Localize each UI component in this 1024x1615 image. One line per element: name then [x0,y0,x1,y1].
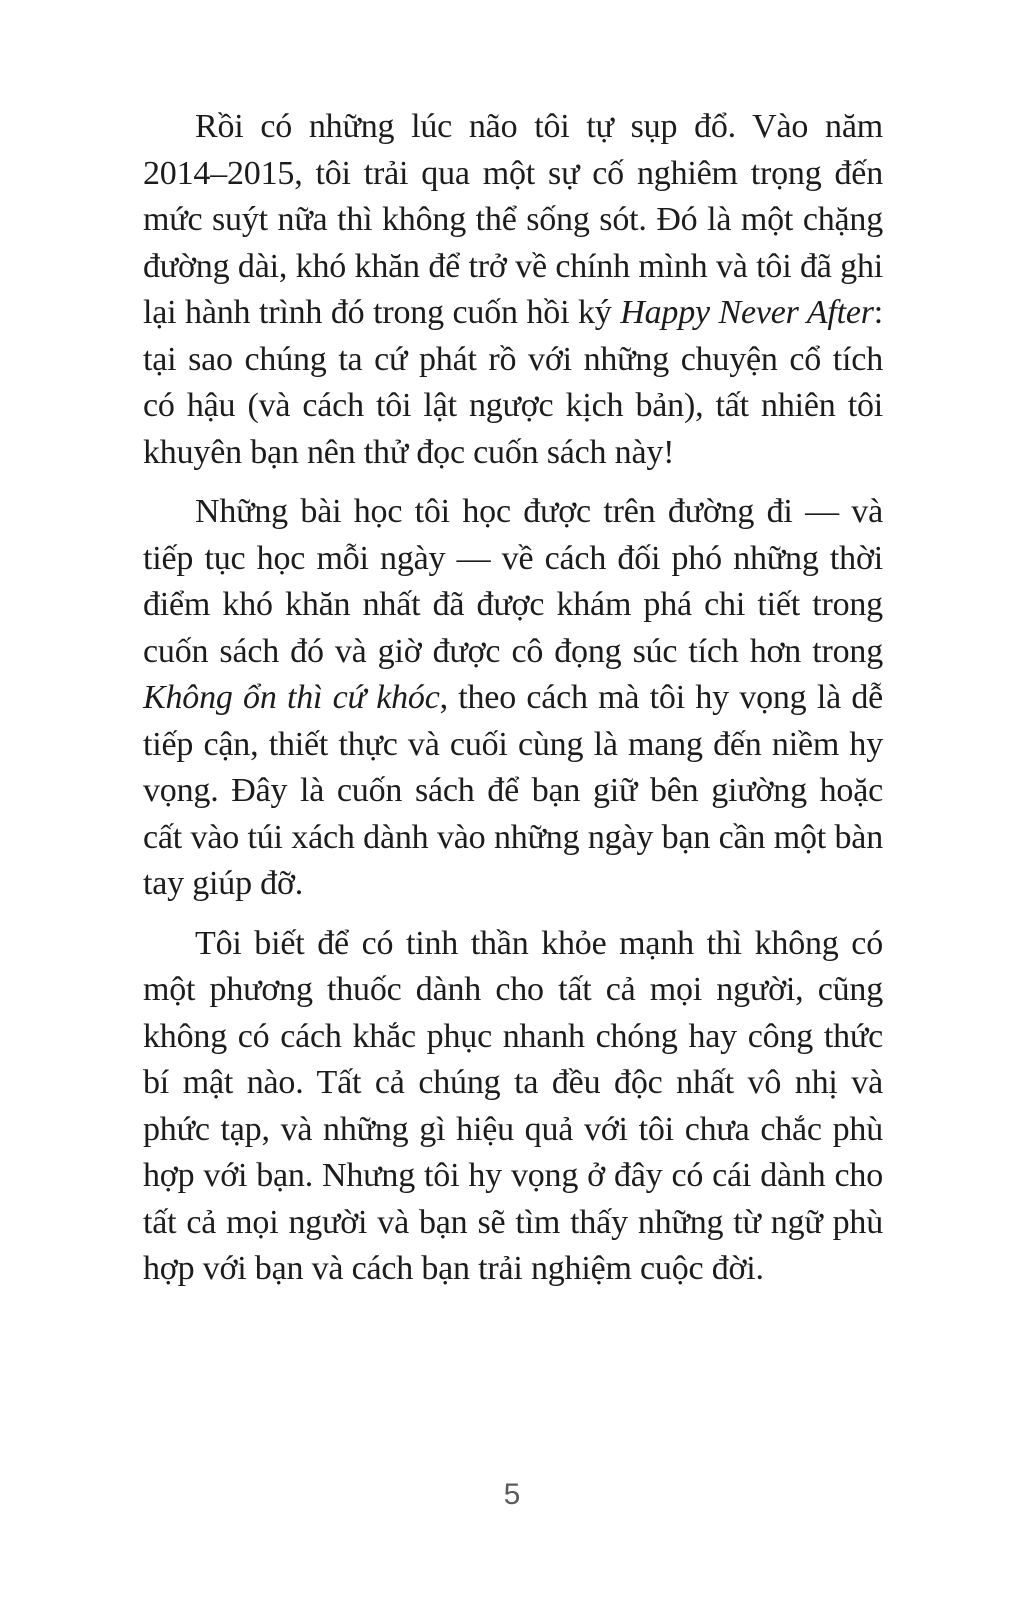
text-segment: Rồi có những lúc não tôi tự sụp đổ. Vào năm 2014–2015, tôi trải qua một sự cố nghiêm trọng đến mức suýt nữa thì không thể sống sót. Đó là một chặng đường dài, khó khăn để trở về chính mình và tôi đã ghi lại hành trình đó trong cuốn hồi ký [143,108,883,331]
text-segment: : tại sao chúng ta cứ phát rồ với những chuyện cổ tích có hậu (và cách tôi lật ngược kịch bản), tất nhiên tôi khuyên bạn nên thử đọc cuốn sách này! [143,294,883,471]
paragraph [143,921,883,1293]
book-title-italic: Happy Never After [620,294,874,331]
paragraph [143,104,883,476]
paragraph [143,489,883,908]
page-number: 5 [503,1478,521,1511]
text-segment: Tôi biết để có tinh thần khỏe mạnh thì không có một phương thuốc dành cho tất cả mọi người, cũng không có cách khắc phục nhanh chóng hay công thức bí mật nào. Tất cả chúng ta đều độc nhất vô nhị và phức tạp, và những gì hiệu quả với tôi chưa chắc phù hợp với bạn. Nhưng tôi hy vọng ở đây có cái dành cho tất cả mọi người và bạn sẽ tìm thấy những từ ngữ phù hợp với bạn và cách bạn trải nghiệm cuộc đời. [143,924,883,1287]
page-text [143,104,883,1293]
text-segment: Những bài học tôi học được trên đường đi — và tiếp tục học mỗi ngày — về cách đối phó những thời điểm khó khăn nhất đã được khám phá chi tiết trong cuốn sách đó và giờ được cô đọng súc tích hơn trong [143,493,883,670]
book-title-italic: Không ổn thì cứ khóc [143,679,440,716]
text-segment: , theo cách mà tôi hy vọng là dễ tiếp cận, thiết thực và cuối cùng là mang đến niềm hy vọng. Đây là cuốn sách để bạn giữ bên giường hoặc cất vào túi xách dành vào những ngày bạn cần một bàn tay giúp đỡ. [143,679,884,902]
